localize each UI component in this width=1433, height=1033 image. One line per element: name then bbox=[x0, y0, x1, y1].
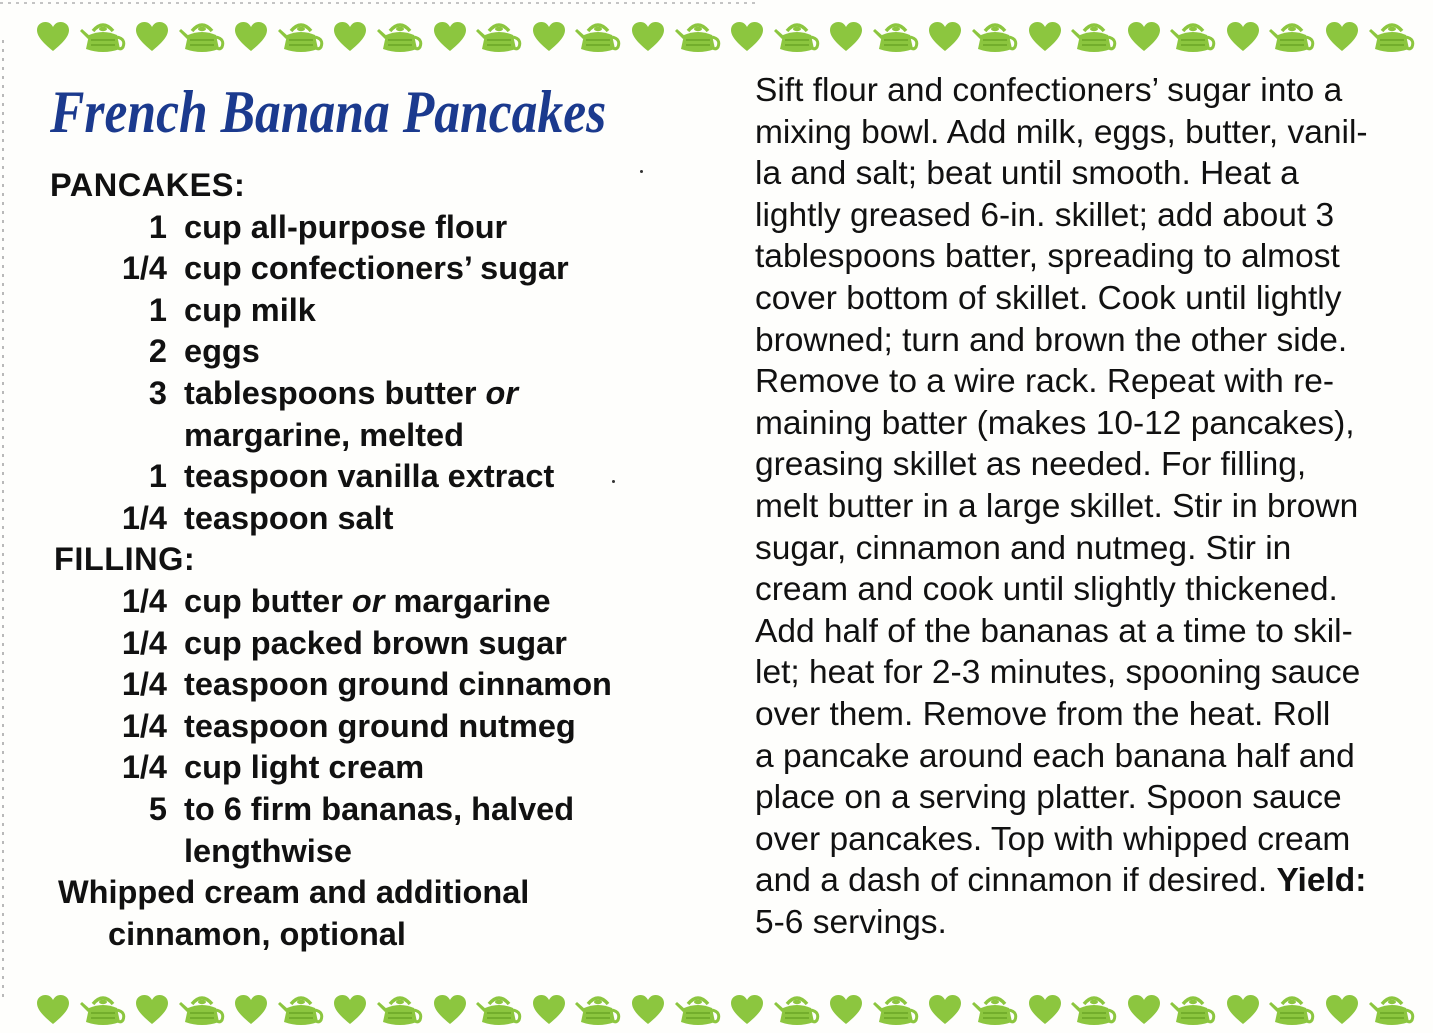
ingredient-qty: 3 bbox=[148, 374, 167, 411]
directions-line: browned; turn and brown the other side. bbox=[755, 321, 1348, 359]
ingredient-item: teaspoon vanilla extract bbox=[184, 458, 555, 495]
ingredient-qty: 1/4 bbox=[121, 749, 167, 786]
teakettle-icon bbox=[773, 990, 821, 1030]
heart-icon bbox=[234, 22, 268, 52]
heart-icon bbox=[532, 22, 566, 52]
ingredient-qty: 1 bbox=[148, 291, 167, 328]
ingredient-row bbox=[50, 373, 730, 415]
ingredient-row bbox=[50, 664, 730, 706]
ingredient-continuation: lengthwise bbox=[184, 832, 352, 869]
ingredient-row bbox=[50, 747, 730, 789]
directions-line: Sift flour and confectioners’ sugar into a bbox=[755, 72, 1343, 109]
ingredient-item bbox=[167, 581, 551, 623]
teakettle-icon bbox=[178, 17, 226, 57]
heart-icon bbox=[1028, 995, 1062, 1025]
teakettle-icon bbox=[1169, 990, 1217, 1030]
ingredient-item-text: margarine bbox=[384, 582, 551, 619]
directions-line: over them. Remove from the heat. Roll bbox=[755, 695, 1331, 733]
ingredient-item: cup milk bbox=[184, 291, 316, 328]
ingredient-item: eggs bbox=[184, 333, 260, 370]
teakettle-icon bbox=[376, 990, 424, 1030]
directions-line: a pancake around each banana half and bbox=[755, 737, 1355, 775]
ingredient-item: cup confectioners’ sugar bbox=[184, 250, 569, 287]
teakettle-icon bbox=[1368, 990, 1416, 1030]
teakettle-icon bbox=[1268, 17, 1316, 57]
ingredient-row bbox=[50, 290, 730, 332]
print-speck bbox=[640, 170, 643, 173]
ingredient-continuation: margarine, melted bbox=[184, 416, 464, 453]
ingredient-row bbox=[50, 248, 730, 290]
pancakes-heading: PANCAKES: bbox=[50, 167, 246, 203]
teakettle-icon bbox=[574, 17, 622, 57]
directions-line: melt butter in a large skillet. Stir in brown bbox=[755, 487, 1359, 525]
ingredient-row bbox=[50, 331, 730, 373]
heart-icon bbox=[1325, 995, 1359, 1025]
yield-label: Yield: bbox=[1276, 862, 1367, 900]
heart-icon bbox=[433, 22, 467, 52]
teakettle-icon bbox=[674, 990, 722, 1030]
teakettle-icon bbox=[475, 17, 523, 57]
recipe-title: French Banana Pancakes bbox=[50, 79, 607, 145]
heart-icon bbox=[234, 995, 268, 1025]
directions-line: lightly greased 6-in. skillet; add about 3 bbox=[755, 196, 1335, 234]
bottom-border bbox=[36, 988, 1416, 1032]
card-edge-left bbox=[2, 40, 4, 1000]
ingredients-column bbox=[50, 165, 730, 955]
teakettle-icon bbox=[773, 17, 821, 57]
heart-icon bbox=[333, 995, 367, 1025]
teakettle-icon bbox=[277, 990, 325, 1030]
teakettle-icon bbox=[574, 990, 622, 1030]
ingredient-qty: 1/4 bbox=[121, 499, 167, 536]
top-border bbox=[36, 15, 1416, 59]
ingredient-row bbox=[50, 207, 730, 249]
directions-line: maining batter (makes 10-12 pancakes), bbox=[755, 404, 1355, 442]
directions-line: over pancakes. Top with whipped cream bbox=[755, 820, 1351, 858]
directions-line: sugar, cinnamon and nutmeg. Stir in bbox=[755, 529, 1292, 567]
ingredient-item: cup light cream bbox=[184, 749, 425, 786]
directions-line: place on a serving platter. Spoon sauce bbox=[755, 779, 1342, 817]
ingredient-item: teaspoon ground cinnamon bbox=[184, 666, 612, 703]
ingredient-item bbox=[167, 373, 518, 415]
heart-icon bbox=[928, 995, 962, 1025]
teakettle-icon bbox=[674, 17, 722, 57]
directions-line: la and salt; beat until smooth. Heat a bbox=[755, 155, 1299, 193]
heart-icon bbox=[829, 995, 863, 1025]
ingredient-item: to 6 firm bananas, halved bbox=[184, 790, 575, 827]
teakettle-icon bbox=[872, 17, 920, 57]
ingredient-item-text: cup butter bbox=[184, 582, 352, 619]
heart-icon bbox=[433, 995, 467, 1025]
ingredient-row bbox=[50, 623, 730, 665]
directions-line: cream and cook until slightly thickened. bbox=[755, 571, 1338, 609]
heart-icon bbox=[333, 22, 367, 52]
directions-line: mixing bowl. Add milk, eggs, butter, vanil- bbox=[755, 113, 1368, 151]
ingredient-qty: 1 bbox=[148, 208, 167, 245]
teakettle-icon bbox=[475, 990, 523, 1030]
heart-icon bbox=[1127, 995, 1161, 1025]
directions-line: cover bottom of skillet. Cook until lightly bbox=[755, 279, 1342, 317]
teakettle-icon bbox=[79, 990, 127, 1030]
ingredient-or: or bbox=[351, 582, 385, 619]
teakettle-icon bbox=[1070, 990, 1118, 1030]
heart-icon bbox=[730, 995, 764, 1025]
teakettle-icon bbox=[971, 990, 1019, 1030]
directions-line: tablespoons batter, spreading to almost bbox=[755, 238, 1340, 276]
garnish-line-continuation: cinnamon, optional bbox=[108, 915, 406, 952]
ingredient-qty: 2 bbox=[148, 333, 167, 370]
heart-icon bbox=[1028, 22, 1062, 52]
directions-line: let; heat for 2-3 minutes, spooning sauce bbox=[755, 654, 1361, 692]
print-speck bbox=[612, 480, 615, 483]
directions-column bbox=[755, 70, 1415, 943]
ingredient-item: cup packed brown sugar bbox=[184, 624, 567, 661]
ingredient-row bbox=[50, 498, 730, 540]
ingredient-qty: 1 bbox=[148, 458, 167, 495]
heart-icon bbox=[1226, 22, 1260, 52]
teakettle-icon bbox=[1070, 17, 1118, 57]
teakettle-icon bbox=[872, 990, 920, 1030]
teakettle-icon bbox=[178, 990, 226, 1030]
heart-icon bbox=[928, 22, 962, 52]
teakettle-icon bbox=[376, 17, 424, 57]
heart-icon bbox=[135, 22, 169, 52]
yield-value: 5-6 servings. bbox=[755, 903, 947, 941]
ingredient-row bbox=[50, 581, 730, 623]
heart-icon bbox=[36, 995, 70, 1025]
heart-icon bbox=[1325, 22, 1359, 52]
teakettle-icon bbox=[971, 17, 1019, 57]
teakettle-icon bbox=[277, 17, 325, 57]
card-edge-top bbox=[0, 2, 760, 4]
ingredient-row bbox=[50, 456, 730, 498]
ingredient-qty: 1/4 bbox=[121, 582, 167, 619]
ingredient-qty: 1/4 bbox=[121, 624, 167, 661]
garnish-line: Whipped cream and additional bbox=[58, 874, 530, 911]
heart-icon bbox=[631, 22, 665, 52]
directions-line: Add half of the bananas at a time to skil- bbox=[755, 612, 1353, 650]
directions-line bbox=[755, 860, 1415, 902]
heart-icon bbox=[532, 995, 566, 1025]
ingredient-item: teaspoon salt bbox=[184, 499, 394, 536]
heart-icon bbox=[631, 995, 665, 1025]
ingredient-qty: 1/4 bbox=[121, 707, 167, 744]
teakettle-icon bbox=[1368, 17, 1416, 57]
ingredient-or: or bbox=[485, 374, 519, 411]
ingredient-row bbox=[50, 706, 730, 748]
directions-line: greasing skillet as needed. For filling, bbox=[755, 446, 1307, 484]
ingredient-item: teaspoon ground nutmeg bbox=[184, 707, 576, 744]
heart-icon bbox=[730, 22, 764, 52]
ingredient-qty: 1/4 bbox=[121, 666, 167, 703]
filling-heading: FILLING: bbox=[54, 541, 196, 578]
heart-icon bbox=[36, 22, 70, 52]
teakettle-icon bbox=[1268, 990, 1316, 1030]
ingredient-qty: 5 bbox=[148, 790, 167, 827]
directions-line-text: and a dash of cinnamon if desired. bbox=[755, 862, 1277, 900]
heart-icon bbox=[829, 22, 863, 52]
teakettle-icon bbox=[1169, 17, 1217, 57]
heart-icon bbox=[1226, 995, 1260, 1025]
ingredient-item-text: tablespoons butter bbox=[184, 374, 486, 411]
heart-icon bbox=[1127, 22, 1161, 52]
teakettle-icon bbox=[79, 17, 127, 57]
heart-icon bbox=[135, 995, 169, 1025]
ingredient-item: cup all-purpose flour bbox=[184, 208, 508, 245]
directions-line: Remove to a wire rack. Repeat with re- bbox=[755, 363, 1335, 401]
ingredient-row bbox=[50, 789, 730, 831]
ingredient-qty: 1/4 bbox=[121, 250, 167, 287]
